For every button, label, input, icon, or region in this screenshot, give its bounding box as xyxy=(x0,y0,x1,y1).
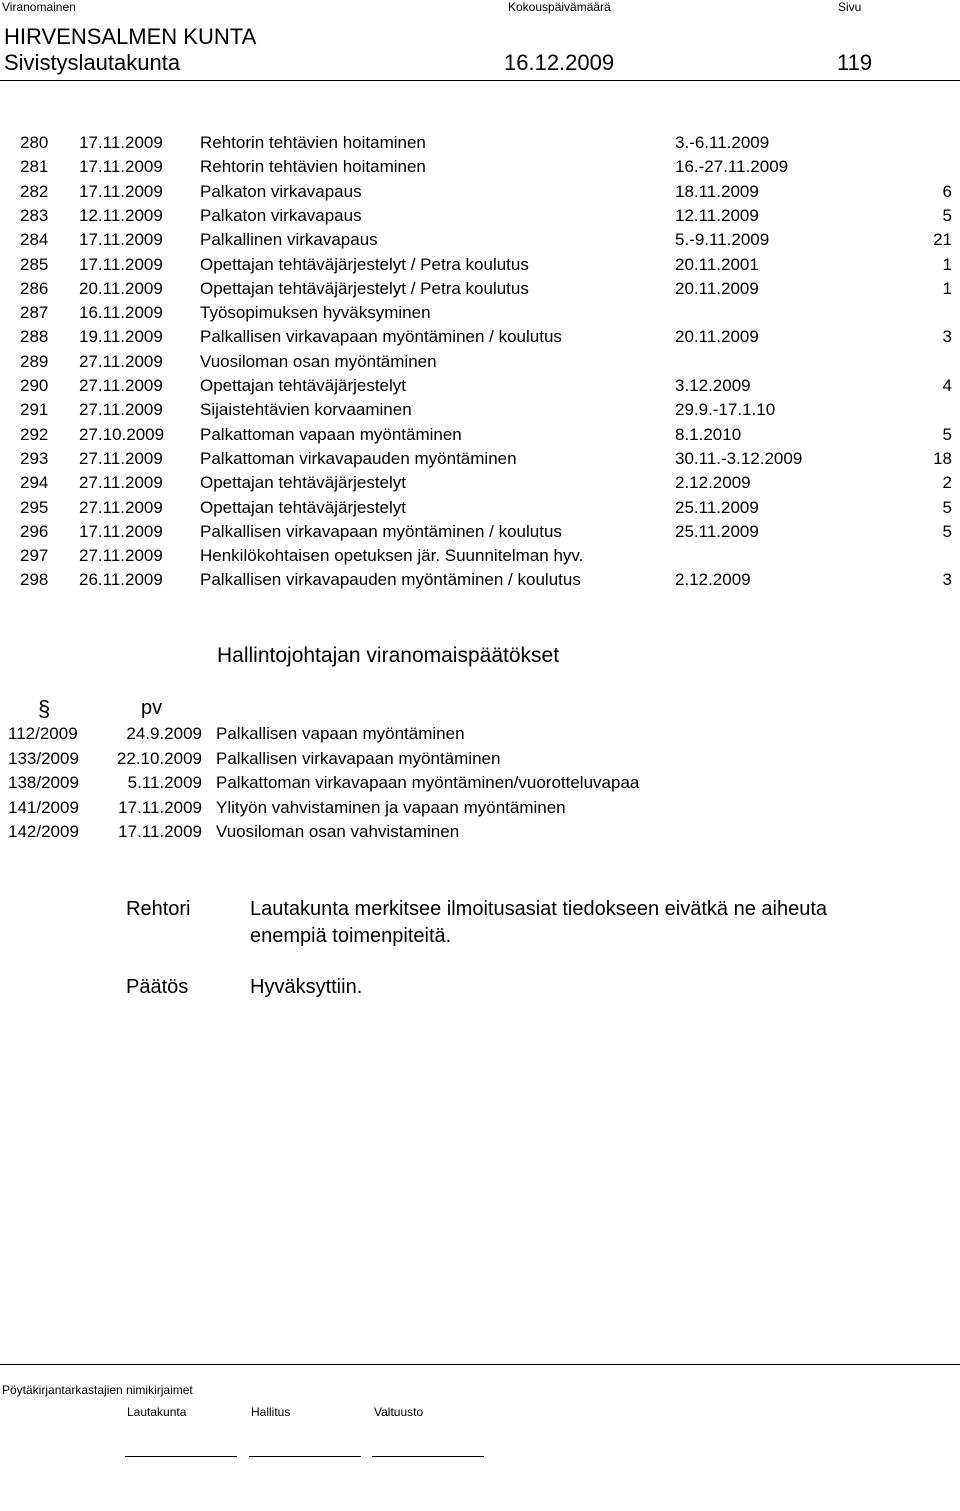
decision-date: 27.10.2009 xyxy=(79,425,165,444)
admin-decision-title: Palkattoman virkavapaan myöntäminen/vuorotteluvapaa xyxy=(216,773,640,792)
verifiers-label: Pöytäkirjantarkastajien nimikirjaimet xyxy=(2,1383,193,1397)
decision-title: Rehtorin tehtävien hoitaminen xyxy=(200,157,426,176)
decision-row xyxy=(0,206,960,230)
admin-decision-title: Palkallisen virkavapaan myöntäminen xyxy=(216,749,501,768)
admin-decision-title: Palkallisen vapaan myöntäminen xyxy=(216,724,465,743)
admin-section-title: Hallintojohtajan viranomaispäätökset xyxy=(217,644,560,667)
decision-date: 17.11.2009 xyxy=(79,230,163,249)
decision-count: 21 xyxy=(933,230,952,249)
decision-date: 27.11.2009 xyxy=(79,473,163,492)
admin-decision-title: Vuosiloman osan vahvistaminen xyxy=(216,822,460,841)
admin-decision-date: 5.11.2009 xyxy=(127,773,202,792)
decision-title: Palkaton virkavapaus xyxy=(200,182,362,201)
admin-decision-row xyxy=(0,773,960,797)
admin-decision-number: 142/2009 xyxy=(8,822,79,841)
decision-period: 18.11.2009 xyxy=(675,182,759,201)
decision-date: 17.11.2009 xyxy=(79,182,163,201)
decision-count: 18 xyxy=(933,449,952,468)
decision-title: Opettajan tehtäväjärjestelyt / Petra koulutus xyxy=(200,279,529,298)
decision-period: 20.11.2009 xyxy=(675,279,759,298)
meeting-date: 16.12.2009 xyxy=(504,50,615,75)
decision-row xyxy=(0,352,960,376)
proposal-text-line1: Lautakunta merkitsee ilmoitusasiat tiedokseen eivätkä ne aiheuta xyxy=(250,898,828,920)
decision-count: 5 xyxy=(942,425,952,444)
admin-decision-date: 17.11.2009 xyxy=(118,798,202,817)
signature-line-government xyxy=(249,1456,361,1457)
admin-decision-date: 24.9.2009 xyxy=(126,724,202,743)
admin-decision-date: 17.11.2009 xyxy=(118,822,202,841)
decision-number: 290 xyxy=(20,376,49,395)
decision-count: 4 xyxy=(942,376,952,395)
decision-row xyxy=(0,327,960,351)
decision-date: 16.11.2009 xyxy=(79,303,163,322)
decision-row xyxy=(0,570,960,594)
decision-number: 283 xyxy=(20,206,49,225)
label-meeting-date: Kokouspäivämäärä xyxy=(508,0,611,14)
decision-row xyxy=(0,157,960,181)
admin-decision-title: Ylityön vahvistaminen ja vapaan myöntäminen xyxy=(216,798,566,817)
decision-title: Palkaton virkavapaus xyxy=(200,206,362,225)
committee-name: Sivistyslautakunta xyxy=(4,50,181,75)
decision-title: Sijaistehtävien korvaaminen xyxy=(200,400,412,419)
admin-decision-row xyxy=(0,798,960,822)
decision-date: 17.11.2009 xyxy=(79,522,163,541)
decision-number: 286 xyxy=(20,279,49,298)
decision-period: 20.11.2009 xyxy=(675,327,759,346)
decision-period: 8.1.2010 xyxy=(675,425,742,444)
decision-date: 27.11.2009 xyxy=(79,546,163,565)
column-government: Hallitus xyxy=(251,1405,291,1419)
decision-number: 297 xyxy=(20,546,49,565)
decision-title: Palkallinen virkavapaus xyxy=(200,230,378,249)
decision-number: 294 xyxy=(20,473,49,492)
decision-number: 298 xyxy=(20,570,49,589)
decision-title: Palkattoman virkavapauden myöntäminen xyxy=(200,449,517,468)
admin-decision-number: 112/2009 xyxy=(8,724,78,743)
decision-number: 282 xyxy=(20,182,49,201)
decision-title: Palkallisen virkavapaan myöntäminen / koulutus xyxy=(200,522,562,541)
decision-row xyxy=(0,376,960,400)
decision-date: 17.11.2009 xyxy=(79,255,163,274)
decision-row xyxy=(0,133,960,157)
signature-line-council xyxy=(372,1456,484,1457)
decision-period: 3.-6.11.2009 xyxy=(675,133,770,152)
decision-date: 27.11.2009 xyxy=(79,449,163,468)
decision-number: 292 xyxy=(20,425,49,444)
decision-date: 26.11.2009 xyxy=(79,570,163,589)
decision-date: 27.11.2009 xyxy=(79,498,163,517)
decision-title: Opettajan tehtäväjärjestelyt xyxy=(200,498,407,517)
decision-number: 295 xyxy=(20,498,49,517)
decision-period: 2.12.2009 xyxy=(675,473,751,492)
decision-count: 1 xyxy=(942,255,952,274)
decision-title: Opettajan tehtäväjärjestelyt / Petra koulutus xyxy=(200,255,529,274)
admin-decision-row xyxy=(0,822,960,846)
decision-number: 287 xyxy=(20,303,49,322)
decision-title: Opettajan tehtäväjärjestelyt xyxy=(200,473,407,492)
decision-period: 3.12.2009 xyxy=(675,376,751,395)
page-number: 119 xyxy=(837,50,873,75)
decision-row xyxy=(0,279,960,303)
decision-title: Palkallisen virkavapauden myöntäminen / koulutus xyxy=(200,570,581,589)
decision-date: 27.11.2009 xyxy=(79,352,163,371)
decision-title: Rehtorin tehtävien hoitaminen xyxy=(200,133,426,152)
decision-count: 6 xyxy=(942,182,952,201)
proposal-label: Rehtori xyxy=(126,898,191,920)
decision-period: 12.11.2009 xyxy=(675,206,759,225)
decision-row xyxy=(0,522,960,546)
decision-period: 20.11.2001 xyxy=(675,255,759,274)
label-authority: Viranomainen xyxy=(2,0,76,14)
decision-count: 5 xyxy=(942,206,952,225)
section-mark-header: § xyxy=(38,696,51,721)
decision-row xyxy=(0,498,960,522)
decision-row xyxy=(0,255,960,279)
date-column-header: pv xyxy=(141,697,163,719)
decision-title: Työsopimuksen hyväksyminen xyxy=(200,303,431,322)
decision-count: 5 xyxy=(942,522,952,541)
decision-period: 30.11.-3.12.2009 xyxy=(675,449,803,468)
decision-title: Vuosiloman osan myöntäminen xyxy=(200,352,437,371)
decision-count: 1 xyxy=(942,279,952,298)
decision-number: 296 xyxy=(20,522,49,541)
decision-row xyxy=(0,230,960,254)
label-page: Sivu xyxy=(838,0,862,14)
decision-date: 19.11.2009 xyxy=(79,327,163,346)
decision-title: Opettajan tehtäväjärjestelyt xyxy=(200,376,407,395)
decision-number: 281 xyxy=(20,157,49,176)
decision-row xyxy=(0,546,960,570)
decision-number: 289 xyxy=(20,352,49,371)
decision-date: 20.11.2009 xyxy=(79,279,163,298)
decision-count: 5 xyxy=(942,498,952,517)
decision-date: 27.11.2009 xyxy=(79,400,163,419)
decision-number: 285 xyxy=(20,255,49,274)
decision-text: Hyväksyttiin. xyxy=(250,976,363,998)
decision-title: Palkattoman vapaan myöntäminen xyxy=(200,425,462,444)
decision-number: 280 xyxy=(20,133,49,152)
decision-period: 2.12.2009 xyxy=(675,570,751,589)
footer-divider xyxy=(0,1364,960,1365)
column-board: Lautakunta xyxy=(127,1405,187,1419)
decision-number: 293 xyxy=(20,449,49,468)
decision-date: 17.11.2009 xyxy=(79,157,163,176)
decision-row xyxy=(0,425,960,449)
decision-count: 2 xyxy=(942,473,952,492)
admin-decision-row xyxy=(0,724,960,748)
admin-decision-row xyxy=(0,749,960,773)
decision-row xyxy=(0,400,960,424)
admin-decision-number: 138/2009 xyxy=(8,773,79,792)
decision-row xyxy=(0,303,960,327)
decision-title: Palkallisen virkavapaan myöntäminen / koulutus xyxy=(200,327,562,346)
signature-line-board xyxy=(125,1456,237,1457)
decision-title: Henkilökohtaisen opetuksen jär. Suunnitelman hyv. xyxy=(200,546,584,565)
decision-period: 16.-27.11.2009 xyxy=(675,157,789,176)
decision-date: 12.11.2009 xyxy=(79,206,163,225)
decision-number: 291 xyxy=(20,400,49,419)
decision-date: 27.11.2009 xyxy=(79,376,163,395)
decision-row xyxy=(0,182,960,206)
admin-decision-number: 133/2009 xyxy=(8,749,79,768)
decision-number: 284 xyxy=(20,230,49,249)
admin-decision-number: 141/2009 xyxy=(8,798,79,817)
municipality-name: HIRVENSALMEN KUNTA xyxy=(4,24,257,49)
decision-count: 3 xyxy=(942,570,952,589)
decision-label: Päätös xyxy=(126,976,189,998)
decision-number: 288 xyxy=(20,327,49,346)
proposal-text-line2: enempiä toimenpiteitä. xyxy=(250,925,452,947)
decision-row xyxy=(0,473,960,497)
decision-count: 3 xyxy=(942,327,952,346)
decision-period: 25.11.2009 xyxy=(675,498,759,517)
decision-date: 17.11.2009 xyxy=(79,133,163,152)
decision-period: 29.9.-17.1.10 xyxy=(675,400,776,419)
admin-decision-date: 22.10.2009 xyxy=(116,749,202,768)
decision-period: 5.-9.11.2009 xyxy=(675,230,770,249)
column-council: Valtuusto xyxy=(374,1405,424,1419)
decision-period: 25.11.2009 xyxy=(675,522,759,541)
header-divider xyxy=(0,80,960,81)
decision-row xyxy=(0,449,960,473)
